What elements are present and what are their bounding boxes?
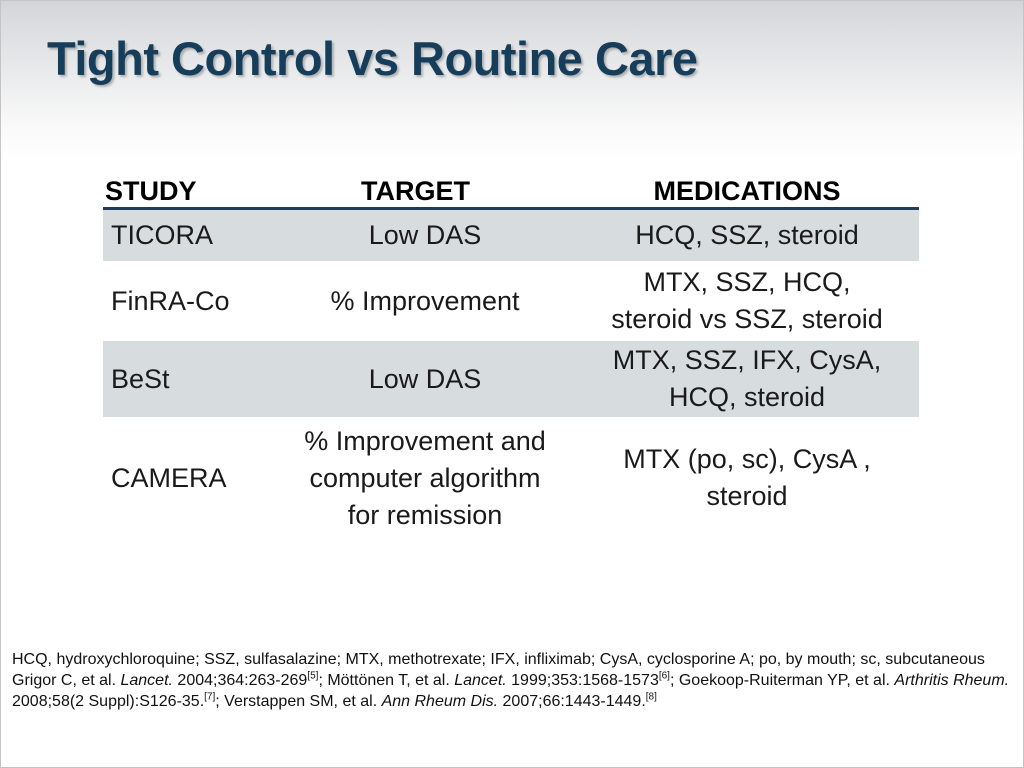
- target-cell: [275, 417, 575, 539]
- table-row: [103, 261, 919, 341]
- study-cell: BeSt: [103, 341, 275, 417]
- reference-details: 2007;66:1443-1449.: [498, 693, 646, 710]
- target-cell: [275, 341, 575, 417]
- reference-separator: ;: [215, 693, 225, 710]
- reference-number: [5]: [307, 670, 319, 682]
- table-header-row: [103, 171, 919, 209]
- cell-line: HCQ, SSZ, steroid: [635, 220, 859, 250]
- cell-line: steroid: [706, 481, 788, 511]
- study-cell: FinRA-Co: [111, 285, 230, 316]
- table-row: [103, 417, 919, 539]
- reference-journal: Lancet.: [120, 672, 173, 689]
- cell-line: Low DAS: [368, 363, 482, 394]
- reference-details: 2008;58(2 Suppl):S126-35.: [12, 693, 205, 710]
- reference-number: [6]: [658, 670, 670, 682]
- cell-line: Low DAS: [368, 220, 482, 250]
- reference-number: [8]: [645, 691, 657, 703]
- cell-line: computer algorithm: [309, 462, 541, 493]
- column-header-target: TARGET: [275, 171, 575, 209]
- reference-journal: Lancet.: [454, 672, 507, 689]
- medications-cell: [575, 261, 919, 341]
- reference-citation: [224, 693, 657, 710]
- cell-line: MTX (po, sc), CysA ,: [623, 444, 871, 474]
- column-header-medications: MEDICATIONS: [575, 171, 919, 209]
- medications-cell: [575, 209, 919, 262]
- table-row: [103, 341, 919, 417]
- studies-table: [103, 171, 919, 539]
- cell-line: steroid vs SSZ, steroid: [611, 304, 883, 334]
- cell-line: for remission: [347, 499, 503, 530]
- reference-authors: Möttönen T, et al.: [327, 672, 455, 689]
- reference-number: [7]: [204, 691, 216, 703]
- reference-citation: [12, 672, 327, 689]
- table-row: [103, 209, 919, 262]
- study-cell: TICORA: [103, 209, 275, 262]
- cell-line: HCQ, steroid: [668, 382, 826, 412]
- cell-line: % Improvement and: [304, 425, 546, 456]
- study-cell: CAMERA: [111, 462, 227, 493]
- cell-line: MTX, SSZ, HCQ,: [643, 267, 851, 297]
- reference-journal: Arthritis Rheum.: [894, 672, 1010, 689]
- cell-line: % Improvement: [330, 285, 520, 316]
- reference-details: 2004;364:263-269: [172, 672, 308, 689]
- references: [12, 670, 1012, 712]
- reference-authors: Grigor C, et al.: [12, 672, 121, 689]
- reference-journal: Ann Rheum Dis.: [381, 693, 499, 710]
- column-header-study: STUDY: [103, 171, 275, 209]
- reference-separator: ;: [669, 672, 679, 689]
- reference-authors: Goekoop-Ruiterman YP, et al.: [678, 672, 895, 689]
- footnotes: [12, 649, 1012, 712]
- cell-line: MTX, SSZ, IFX, CysA,: [612, 345, 882, 375]
- reference-separator: ;: [318, 672, 328, 689]
- reference-authors: Verstappen SM, et al.: [224, 693, 382, 710]
- medications-cell: [575, 417, 919, 539]
- target-cell: [275, 209, 575, 262]
- slide-title: Tight Control vs Routine Care: [47, 32, 698, 85]
- medications-cell: [575, 341, 919, 417]
- reference-details: 1999;353:1568-1573: [506, 672, 659, 689]
- reference-citation: [327, 672, 679, 689]
- abbreviations-note: HCQ, hydroxychloroquine; SSZ, sulfasalazine; MTX, methotrexate; IFX, infliximab; CysA, cyclosporine A; po, by mouth; sc, subcutaneous: [12, 651, 985, 668]
- target-cell: [275, 261, 575, 341]
